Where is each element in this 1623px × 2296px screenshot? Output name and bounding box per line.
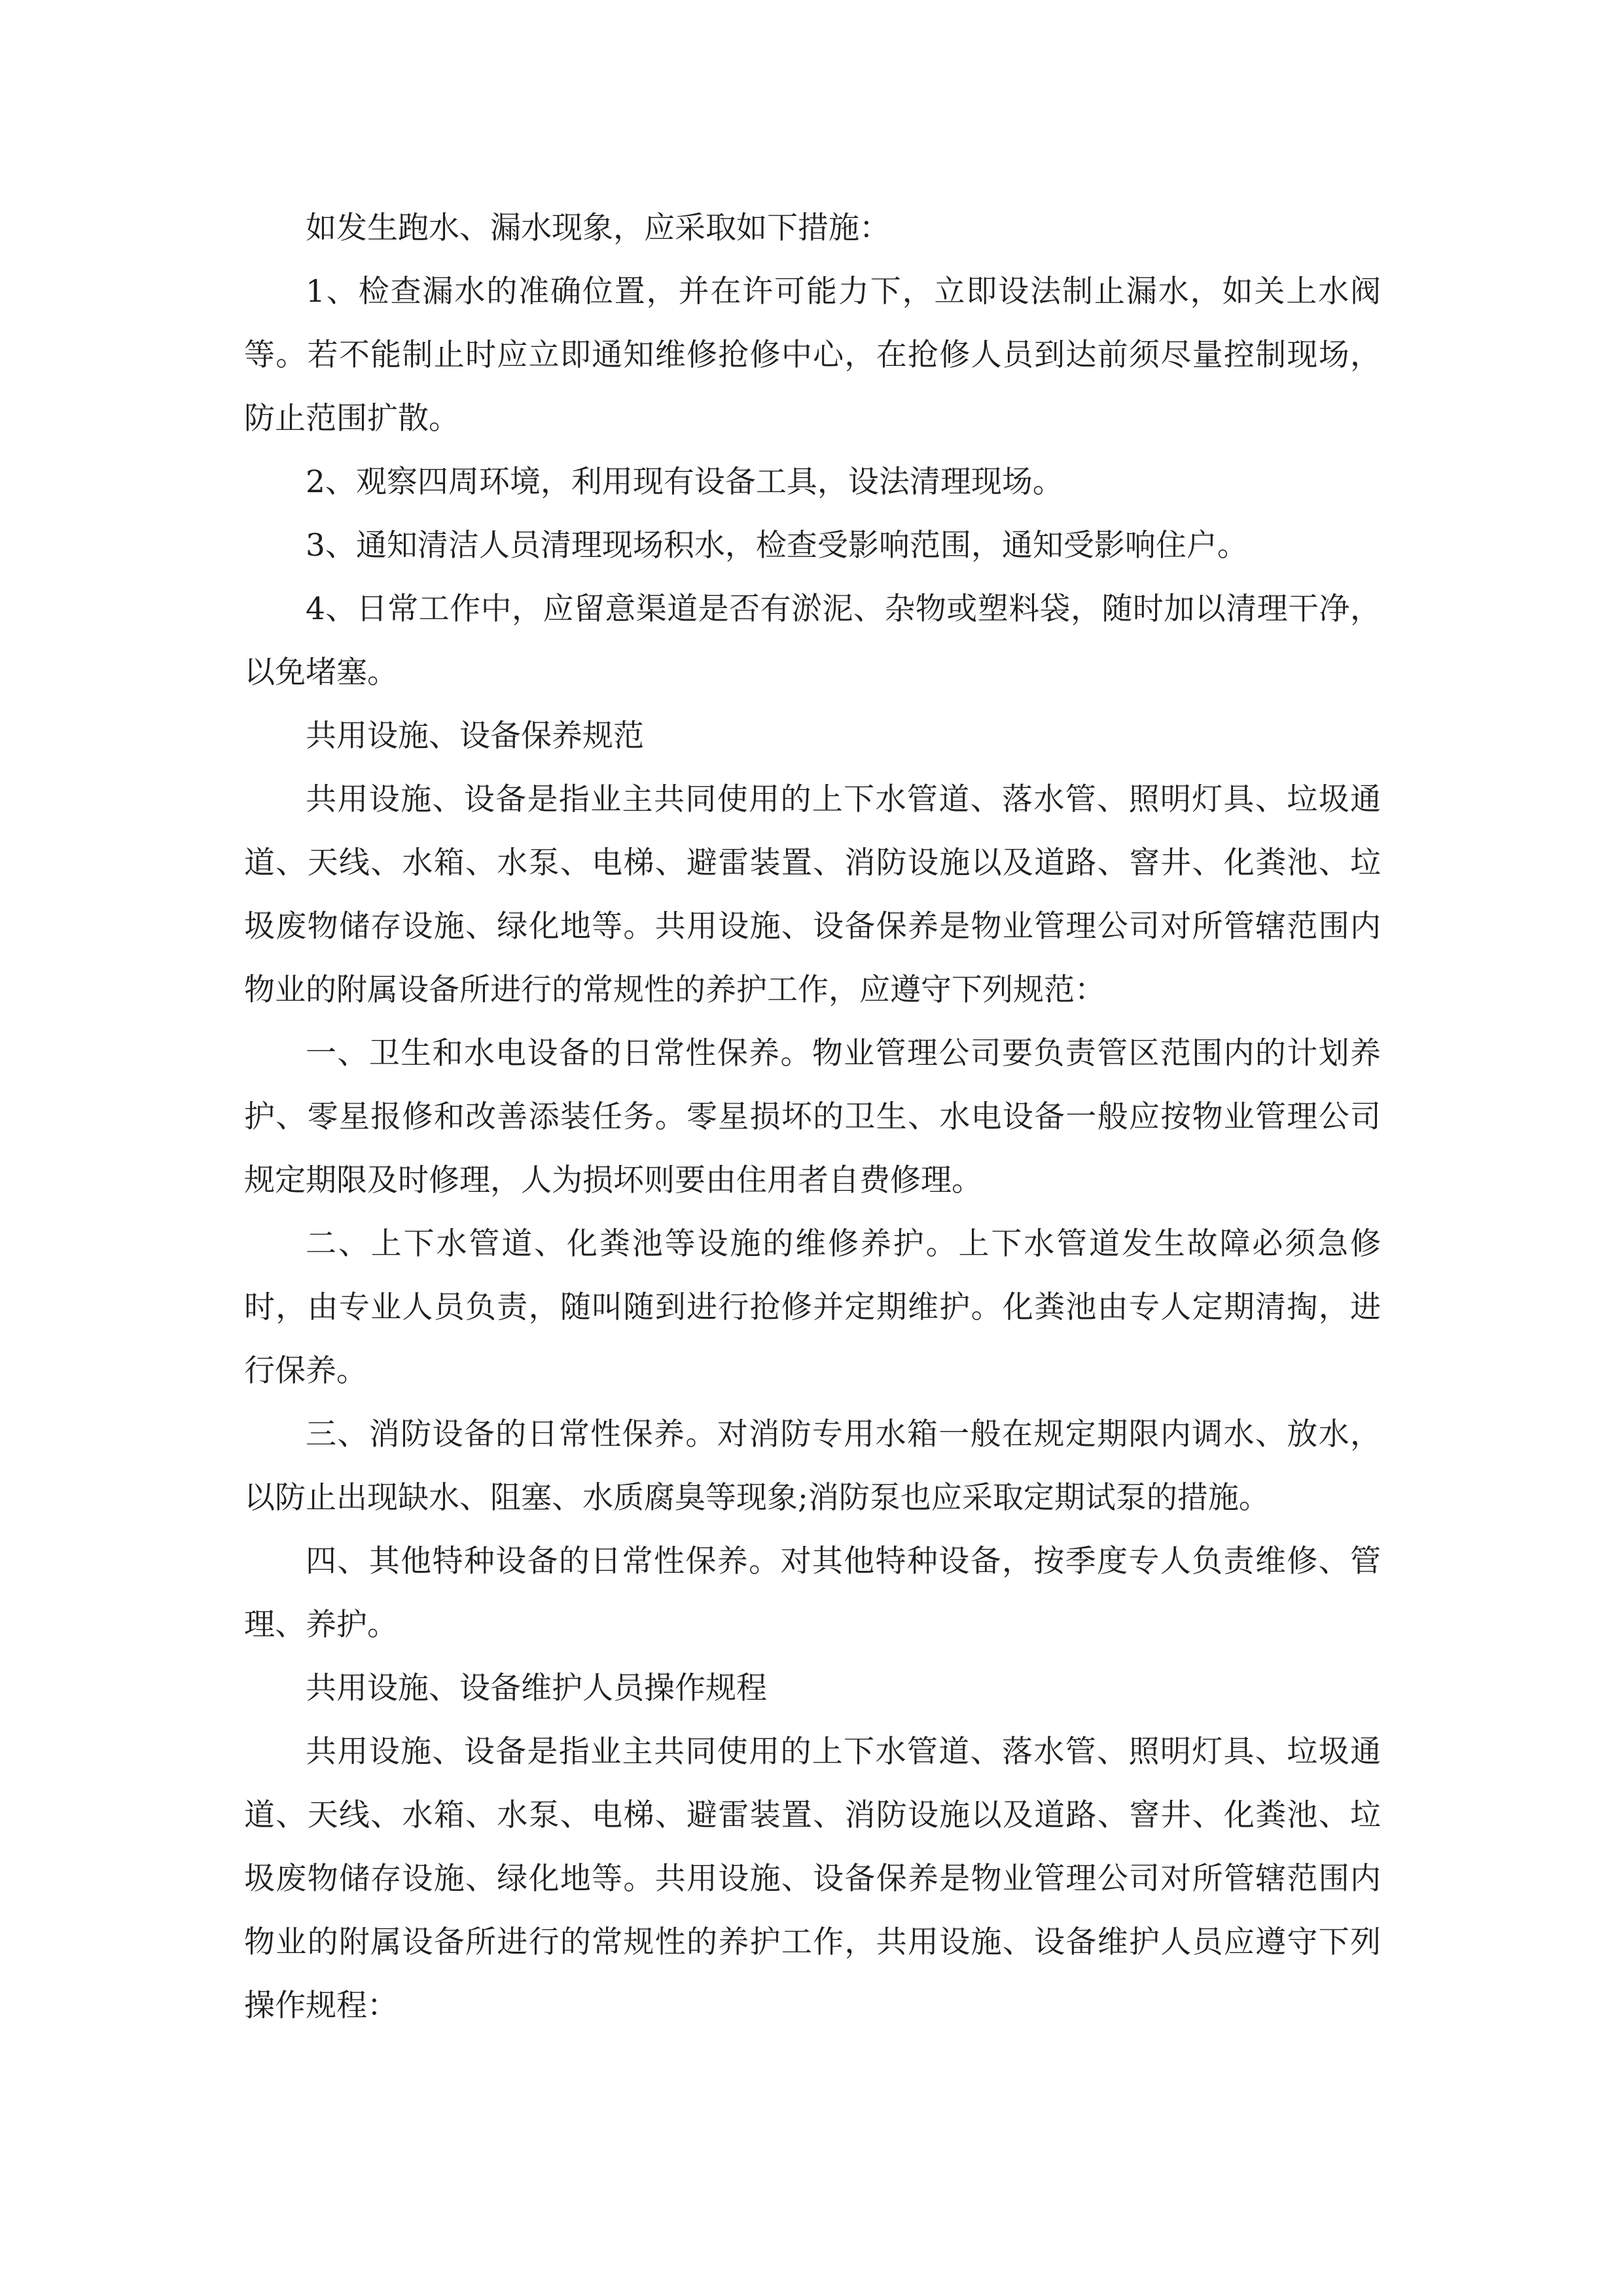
paragraph-operation-rules-definition: 共用设施、设备是指业主共同使用的上下水管道、落水管、照明灯具、垃圾通道、天线、水箱、水泵、电梯、避雷装置、消防设施以及道路、窨井、化粪池、垃圾废物储存设施、绿化地等。共用设施、设备保养是物业管理公司对所管辖范围内物业的附属设备所进行的常规性的养护工作，共用设施、设备维护人员应遵守下列操作规程：: [244, 1734, 1381, 2024]
paragraph-step-1: 1、检查漏水的准确位置，并在许可能力下，立即设法制止漏水，如关上水阀等。若不能制止时应立即通知维修抢修中心，在抢修人员到达前须尽量控制现场，防止范围扩散。: [244, 274, 1381, 437]
paragraph-item-2: 二、上下水管道、化粪池等设施的维修养护。上下水管道发生故障必须急修时，由专业人员负责，随叫随到进行抢修并定期维护。化粪池由专人定期清掏，进行保养。: [244, 1226, 1381, 1389]
paragraph-step-3: 3、通知清洁人员清理现场积水，检查受影响范围，通知受影响住户。: [306, 528, 1248, 564]
paragraph-step-4: 4、日常工作中，应留意渠道是否有淤泥、杂物或塑料袋，随时加以清理干净，以免堵塞。: [244, 591, 1381, 691]
paragraph-shared-facilities-definition: 共用设施、设备是指业主共同使用的上下水管道、落水管、照明灯具、垃圾通道、天线、水箱、水泵、电梯、避雷装置、消防设施以及道路、窨井、化粪池、垃圾废物储存设施、绿化地等。共用设施、设备保养是物业管理公司对所管辖范围内物业的附属设备所进行的常规性的养护工作，应遵守下列规范：: [244, 781, 1381, 1008]
paragraph-item-4: 四、其他特种设备的日常性保养。对其他特种设备，按季度专人负责维修、管理、养护。: [244, 1543, 1381, 1643]
section-heading-operation-rules: 共用设施、设备维护人员操作规程: [306, 1670, 767, 1706]
document-body: [244, 196, 1381, 2037]
paragraph-leak-measures-intro: 如发生跑水、漏水现象，应采取如下措施：: [306, 210, 890, 246]
paragraph-item-3: 三、消防设备的日常性保养。对消防专用水箱一般在规定期限内调水、放水，以防止出现缺水、阻塞、水质腐臭等现象;消防泵也应采取定期试泵的措施。: [244, 1416, 1381, 1516]
section-heading-maintenance-spec: 共用设施、设备保养规范: [306, 718, 644, 754]
paragraph-item-1: 一、卫生和水电设备的日常性保养。物业管理公司要负责管区范围内的计划养护、零星报修和改善添装任务。零星损坏的卫生、水电设备一般应按物业管理公司规定期限及时修理，人为损坏则要由住用者自费修理。: [244, 1035, 1381, 1198]
paragraph-step-2: 2、观察四周环境，利用现有设备工具，设法清理现场。: [306, 464, 1063, 500]
